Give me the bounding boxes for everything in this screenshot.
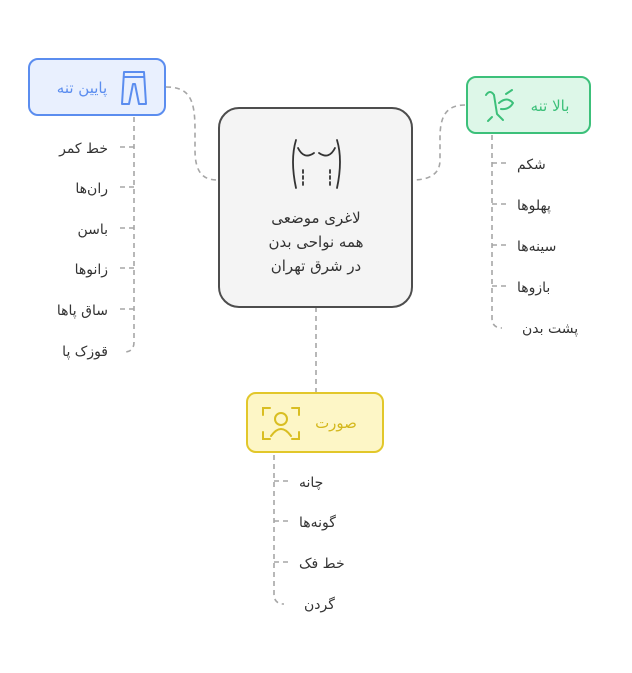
upper-item: سینه‌ها xyxy=(517,239,557,255)
connector-lower xyxy=(166,87,218,180)
upper-body-node[interactable] xyxy=(467,77,590,133)
lower-item: خط کمر xyxy=(59,141,108,157)
upper-item: شکم xyxy=(517,157,546,173)
center-line-3: در شرق تهران xyxy=(270,257,362,275)
face-item: گردن xyxy=(304,597,335,613)
connector-upper xyxy=(412,105,465,180)
face-item: چانه xyxy=(299,475,324,491)
center-line-2: همه نواحی بدن xyxy=(268,233,364,251)
upper-item: پهلوها xyxy=(517,198,551,214)
center-node-box xyxy=(219,108,412,307)
face-ticks xyxy=(274,481,289,562)
face-item: گونه‌ها xyxy=(299,515,336,531)
upper-ticks xyxy=(492,163,506,286)
lower-body-node[interactable] xyxy=(29,59,165,115)
connector-upper-list xyxy=(492,135,502,328)
face-item: خط فک xyxy=(299,556,345,572)
upper-item: بازوها xyxy=(517,280,551,296)
connector-lower-list xyxy=(124,117,134,352)
upper-body-list xyxy=(492,157,578,337)
lower-ticks xyxy=(120,147,134,309)
lower-item: ساق پاها xyxy=(56,303,108,319)
face-list xyxy=(274,475,345,613)
lower-body-list xyxy=(57,141,134,360)
face-title: صورت xyxy=(315,414,357,432)
center-node[interactable] xyxy=(219,108,412,307)
lower-item: قوزک پا xyxy=(62,344,108,360)
upper-item: پشت بدن xyxy=(522,321,579,337)
face-node[interactable] xyxy=(247,393,383,452)
center-line-1: لاغری موضعی xyxy=(271,209,361,227)
lower-item: ران‌ها xyxy=(75,181,108,197)
lower-body-title: پایین تنه xyxy=(56,79,108,97)
lower-item: باسن xyxy=(77,222,108,238)
upper-body-title: بالا تنه xyxy=(530,97,570,115)
lower-item: زانوها xyxy=(74,262,108,278)
upper-body-box xyxy=(467,77,590,133)
connector-face-list xyxy=(274,455,284,604)
